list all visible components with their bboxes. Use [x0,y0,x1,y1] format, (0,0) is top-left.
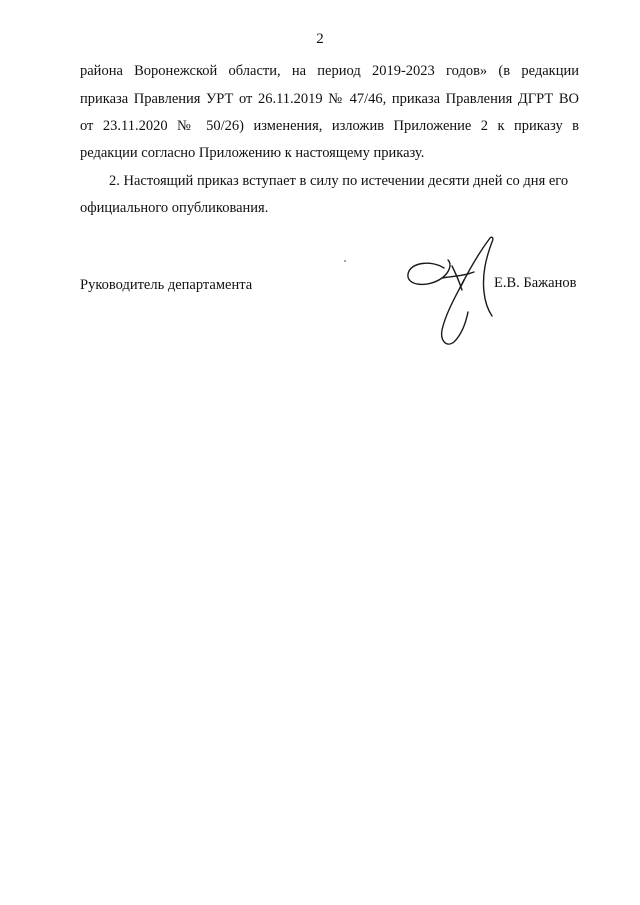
signer-position: Руководитель департамента [80,277,253,293]
paragraph-1-line-2: приказа Правления УРТ от 26.11.2019 № 47/46, приказа Правления ДГРТ ВО [80,91,579,107]
paragraph-1-line-4: редакции согласно Приложению к настоящему приказу. [80,145,425,161]
paragraph-2-line-1: 2. Настоящий приказ вступает в силу по истечении десяти дней со дня его [109,173,569,189]
page-number: 2 [316,31,324,47]
paragraph-1-line-1: района Воронежской области, на период 2019-2023 годов» (в редакции [80,63,579,79]
paragraph-1-line-3: от 23.11.2020 № 50/26) изменения, изложив Приложение 2 к приказу в [80,118,579,134]
paragraph-2-line-2: официального опубликования. [80,200,269,216]
signer-name: Е.В. Бажанов [494,275,577,291]
scan-speck [344,260,346,262]
handwritten-signature [402,232,514,354]
